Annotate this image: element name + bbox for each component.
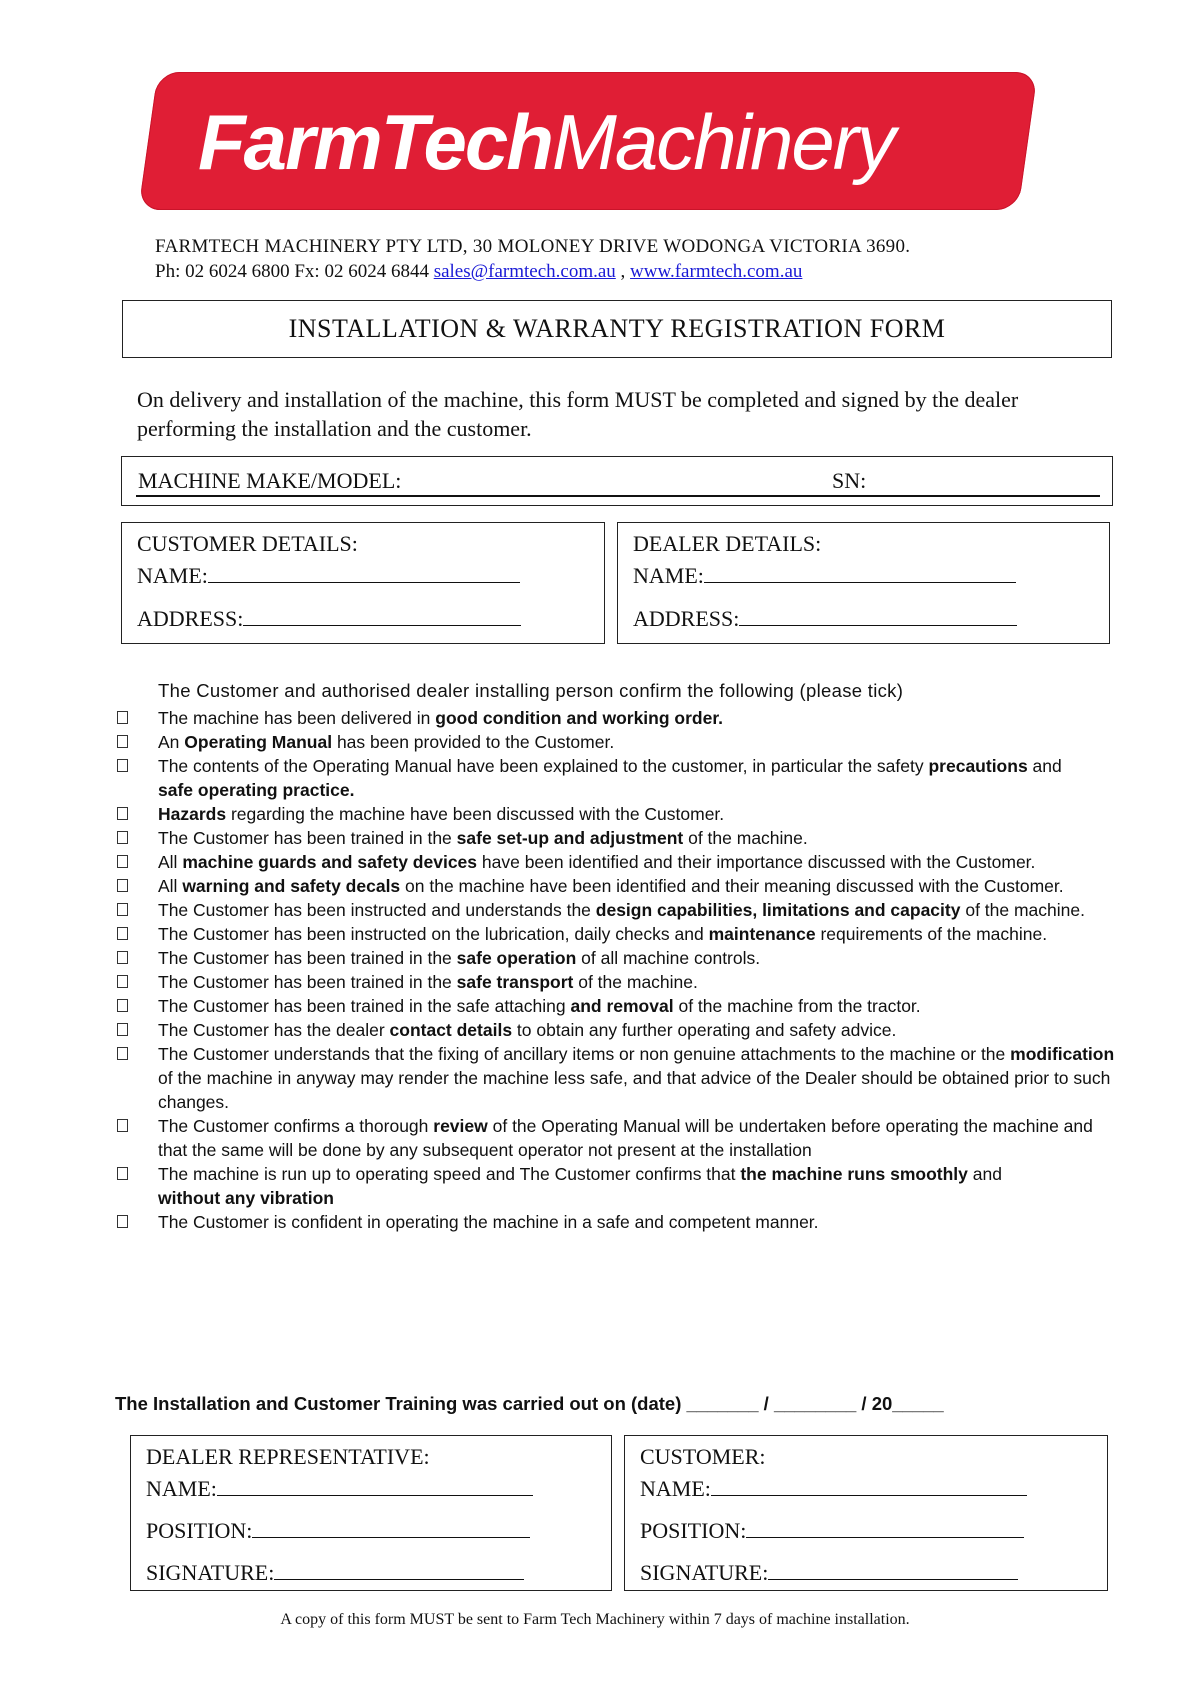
checklist-item-post-text: of the machine. [573,972,698,992]
checklist-item [115,898,1125,922]
tick-checkbox[interactable] [117,1167,128,1180]
checklist-item-pre-text: The Customer is confident in operating the machine in a safe and competent manner. [158,1212,819,1232]
checklist-item-bold-text: good condition and working order. [435,708,724,728]
checklist-item-pre-text: The machine has been delivered in [158,708,436,728]
customer-sig-name-label: NAME: [640,1476,711,1501]
checklist-item-bold-text: warning and safety decals [182,876,401,896]
checklist-item-bold-text: maintenance [708,924,816,944]
checklist-item-pre-text: The contents of the Operating Manual have been explained to the customer, in particular the safety [158,756,929,776]
customer-sig-heading: CUSTOMER: [640,1444,766,1469]
checklist-item [115,1210,1125,1234]
checklist-item-pre-text: The Customer has the dealer [158,1020,390,1040]
dealer-name-field[interactable] [704,560,1016,583]
dealer-rep-heading: DEALER REPRESENTATIVE: [146,1444,430,1469]
logo-bold-text: FarmTech [198,98,552,186]
checklist-item-post-text: of the machine from the tractor. [673,996,921,1016]
installation-date-line[interactable]: The Installation and Customer Training was carried out on (date) _______ / ________ / 20_____ [115,1393,944,1414]
checklist-item [115,754,1125,778]
dealer-details-box [617,522,1110,644]
company-contact [155,261,802,283]
checklist-item-bold-text: Operating Manual [184,732,333,752]
checklist-item-post-text: of the machine. [683,828,808,848]
customer-address-row [137,603,521,632]
checklist-item-bold-text: review [433,1116,488,1136]
checklist-item-bold-text: contact details [389,1020,513,1040]
dealer-rep-signature-label: SIGNATURE: [146,1560,275,1585]
logo-normal-text: Machinery [551,98,894,186]
checklist-item [115,778,1125,802]
checklist-item [115,850,1125,874]
customer-sig-position-row [640,1515,1024,1544]
tick-checkbox[interactable] [117,927,128,940]
checklist-item-pre-text: The Customer confirms a thorough [158,1116,434,1136]
customer-sig-position-field[interactable] [746,1515,1024,1538]
checklist-item-pre-text: The Customer has been instructed on the lubrication, daily checks and [158,924,709,944]
checklist-item [115,1042,1125,1114]
checklist-item-post-text: on the machine have been identified and their meaning discussed with the Customer. [400,876,1064,896]
website-link[interactable]: www.farmtech.com.au [630,261,803,282]
checklist-item-bold-text: safe operation [456,948,577,968]
checklist-item-post-text: requirements of the machine. [815,924,1048,944]
checklist-item-pre-text: An [158,732,185,752]
customer-name-label: NAME: [137,563,208,588]
dealer-rep-position-field[interactable] [252,1515,530,1538]
checklist-item [115,874,1125,898]
company-address: FARMTECH MACHINERY PTY LTD, 30 MOLONEY DRIVE WODONGA VICTORIA 3690. [155,236,911,257]
tick-checkbox[interactable] [117,1023,128,1036]
checklist-item-bold-text: precautions [928,756,1028,776]
tick-checkbox[interactable] [117,831,128,844]
checklist-item-bold-text: safe operating practice. [158,780,355,800]
customer-details-heading: CUSTOMER DETAILS: [137,531,358,556]
tick-checkbox[interactable] [117,807,128,820]
tick-checkbox[interactable] [117,1047,128,1060]
machine-entry-line[interactable] [136,495,1100,498]
dealer-rep-name-field[interactable] [217,1473,533,1496]
company-phone: Ph: 02 6024 6800 Fx: 02 6024 6844 [155,261,429,282]
form-title: INSTALLATION & WARRANTY REGISTRATION FORM [288,314,946,343]
tick-checkbox[interactable] [117,903,128,916]
dealer-rep-signature-field[interactable] [274,1557,524,1580]
footer-note: A copy of this form MUST be sent to Farm Tech Machinery within 7 days of machine installation. [280,1611,910,1628]
dealer-address-field[interactable] [739,603,1017,626]
checklist-item-bold-text: safe transport [456,972,574,992]
checklist-item-post-text: of the machine. [960,900,1085,920]
checklist-item-bold-text: safe set-up and adjustment [456,828,684,848]
tick-checkbox[interactable] [117,855,128,868]
customer-sig-name-field[interactable] [711,1473,1027,1496]
intro-text: On delivery and installation of the machine, this form MUST be completed and signed by the dealer performing the installation and the customer. [137,387,1019,441]
machine-details-box [121,456,1113,506]
checklist-item [115,1186,1125,1210]
customer-sig-signature-field[interactable] [768,1557,1018,1580]
customer-name-row [137,560,520,589]
tick-checkbox[interactable] [117,1119,128,1132]
form-title-box [122,300,1112,358]
dealer-details-heading: DEALER DETAILS: [633,531,822,556]
customer-address-field[interactable] [243,603,521,626]
customer-sig-name-row [640,1473,1027,1502]
checklist-item [115,826,1125,850]
checklist-item [115,946,1125,970]
checklist-item [115,730,1125,754]
checklist-item-bold-text: design capabilities, limitations and capacity [595,900,961,920]
tick-checkbox[interactable] [117,975,128,988]
customer-name-field[interactable] [208,560,520,583]
checklist-item [115,1018,1125,1042]
checklist-item [115,802,1125,826]
checklist-item [115,994,1125,1018]
checklist-item-pre-text: The Customer has been trained in the [158,948,457,968]
contact-separator: , [620,261,626,282]
checklist-item-bold-text: machine guards and safety devices [182,852,478,872]
customer-address-label: ADDRESS: [137,606,244,631]
tick-checkbox[interactable] [117,1215,128,1228]
checklist-item [115,1162,1125,1186]
checklist-item-bold-text: modification [1010,1044,1115,1064]
checklist-item-post-text: and [1027,756,1062,776]
checklist-item-bold-text: and removal [570,996,674,1016]
tick-checkbox[interactable] [117,879,128,892]
tick-checkbox[interactable] [117,711,128,724]
customer-signature-box [624,1435,1108,1591]
tick-checkbox[interactable] [117,759,128,772]
confirmation-checklist [115,680,1125,1234]
checklist-item-post-text: has been provided to the Customer. [332,732,615,752]
dealer-address-row [633,603,1017,632]
logo-wordmark [198,92,998,192]
customer-details-box [121,522,605,644]
customer-sig-signature-row [640,1557,1018,1586]
machine-make-label: MACHINE MAKE/MODEL: [138,468,402,493]
checklist-item-post-text: of all machine controls. [576,948,761,968]
checklist-item-pre-text: The Customer has been instructed and understands the [158,900,596,920]
checklist-item-bold-text: the machine runs smoothly [740,1164,968,1184]
checklist-item-post-text: have been identified and their importance discussed with the Customer. [477,852,1036,872]
checklist-item-pre-text: The Customer has been trained in the [158,972,457,992]
dealer-rep-signature-row [146,1557,524,1586]
dealer-address-label: ADDRESS: [633,606,740,631]
checklist-item-bold-text: without any vibration [158,1188,334,1208]
checklist-item [115,970,1125,994]
dealer-rep-name-label: NAME: [146,1476,217,1501]
checklist-item-pre-text: All [158,852,183,872]
checklist-item [115,1114,1125,1162]
checklist-items [115,706,1125,1234]
tick-checkbox[interactable] [117,999,128,1012]
checklist-item-post-text: of the Operating Manual will be undertaken before operating the machine and that the same will be done by any subsequent operator not present at the installation [158,1116,1093,1160]
email-link[interactable]: sales@farmtech.com.au [433,261,616,282]
checklist-item [115,922,1125,946]
dealer-name-row [633,560,1016,589]
checklist-item-pre-text: The Customer has been trained in the safe attaching [158,996,571,1016]
dealer-rep-name-row [146,1473,533,1502]
checklist-item-pre-text: The machine is run up to operating speed and The Customer confirms that [158,1164,741,1184]
checklist-item-post-text: to obtain any further operating and safety advice. [512,1020,897,1040]
checklist-item-post-text: regarding the machine have been discussed with the Customer. [226,804,725,824]
checklist-item-pre-text: All [158,876,183,896]
checklist-item-bold-text: Hazards [158,804,227,824]
checklist-item [115,706,1125,730]
dealer-name-label: NAME: [633,563,704,588]
customer-sig-position-label: POSITION: [640,1518,747,1543]
checklist-heading: The Customer and authorised dealer installing person confirm the following (please tick) [158,680,904,701]
tick-checkbox[interactable] [117,735,128,748]
checklist-item-pre-text: The Customer has been trained in the [158,828,457,848]
checklist-item-post-text: of the machine in anyway may render the machine less safe, and that advice of the Dealer should be obtained prior to such changes. [158,1068,1111,1112]
dealer-representative-box [130,1435,612,1591]
dealer-rep-position-row [146,1515,530,1544]
tick-checkbox[interactable] [117,951,128,964]
checklist-item-post-text: and [967,1164,1002,1184]
serial-number-label: SN: [832,468,867,493]
dealer-rep-position-label: POSITION: [146,1518,253,1543]
checklist-item-pre-text: The Customer understands that the fixing of ancillary items or non genuine attachments to the machine or the [158,1044,1011,1064]
customer-sig-signature-label: SIGNATURE: [640,1560,769,1585]
